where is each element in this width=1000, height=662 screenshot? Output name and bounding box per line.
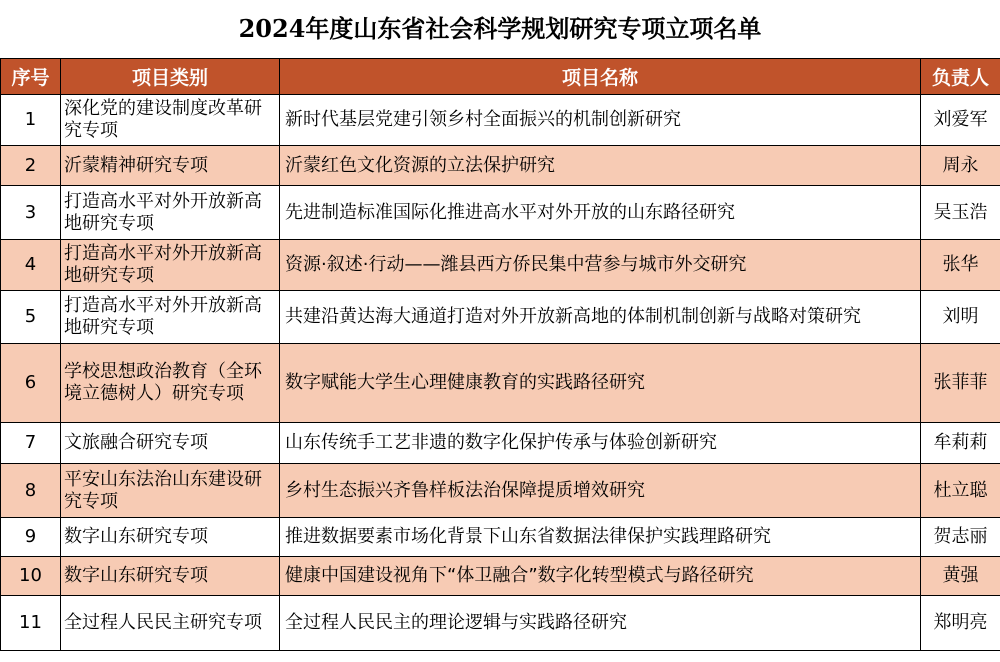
row-project-name: 沂蒙红色文化资源的立法保护研究	[280, 146, 921, 186]
row-number: 5	[1, 291, 61, 344]
row-category: 打造高水平对外开放新高地研究专项	[61, 240, 280, 291]
row-project-name: 推进数据要素市场化背景下山东省数据法律保护实践理路研究	[280, 518, 921, 557]
row-person: 黄强	[921, 557, 1000, 596]
row-category: 文旅融合研究专项	[61, 423, 280, 464]
row-person: 周永	[921, 146, 1000, 186]
row-number: 2	[1, 146, 61, 186]
row-project-name: 资源·叙述·行动——潍县西方侨民集中营参与城市外交研究	[280, 240, 921, 291]
row-category: 学校思想政治教育（全环境立德树人）研究专项	[61, 344, 280, 423]
row-project-name: 山东传统手工艺非遗的数字化保护传承与体验创新研究	[280, 423, 921, 464]
row-category: 打造高水平对外开放新高地研究专项	[61, 186, 280, 240]
row-category: 全过程人民民主研究专项	[61, 596, 280, 651]
header-category: 项目类别	[61, 59, 280, 95]
table-row	[1, 423, 1000, 464]
table-row	[1, 344, 1000, 423]
row-project-name: 乡村生态振兴齐鲁样板法治保障提质增效研究	[280, 464, 921, 518]
row-category: 平安山东法治山东建设研究专项	[61, 464, 280, 518]
row-number: 3	[1, 186, 61, 240]
row-project-name: 数字赋能大学生心理健康教育的实践路径研究	[280, 344, 921, 423]
row-number: 11	[1, 596, 61, 651]
table-row	[1, 518, 1000, 557]
table-row	[1, 557, 1000, 596]
row-person: 牟莉莉	[921, 423, 1000, 464]
table-row	[1, 464, 1000, 518]
row-person: 张华	[921, 240, 1000, 291]
row-person: 郑明亮	[921, 596, 1000, 651]
row-person: 贺志丽	[921, 518, 1000, 557]
table-row	[1, 240, 1000, 291]
row-number: 6	[1, 344, 61, 423]
header-row	[1, 59, 1000, 95]
row-category: 数字山东研究专项	[61, 557, 280, 596]
row-person: 刘明	[921, 291, 1000, 344]
row-category: 打造高水平对外开放新高地研究专项	[61, 291, 280, 344]
table-row	[1, 596, 1000, 651]
header-number: 序号	[1, 59, 61, 95]
project-table	[0, 58, 1000, 651]
row-number: 1	[1, 95, 61, 146]
row-number: 4	[1, 240, 61, 291]
table-row	[1, 291, 1000, 344]
header-project-name: 项目名称	[280, 59, 921, 95]
table-row	[1, 186, 1000, 240]
row-project-name: 共建沿黄达海大通道打造对外开放新高地的体制机制创新与战略对策研究	[280, 291, 921, 344]
row-project-name: 全过程人民民主的理论逻辑与实践路径研究	[280, 596, 921, 651]
row-person: 刘爱军	[921, 95, 1000, 146]
row-category: 数字山东研究专项	[61, 518, 280, 557]
row-number: 10	[1, 557, 61, 596]
row-project-name: 健康中国建设视角下“体卫融合”数字化转型模式与路径研究	[280, 557, 921, 596]
row-person: 张菲菲	[921, 344, 1000, 423]
row-category: 沂蒙精神研究专项	[61, 146, 280, 186]
page-title: 2024年度山东省社会科学规划研究专项立项名单	[238, 14, 762, 43]
table-row	[1, 95, 1000, 146]
row-project-name: 先进制造标准国际化推进高水平对外开放的山东路径研究	[280, 186, 921, 240]
header-person: 负责人	[921, 59, 1000, 95]
row-person: 吴玉浩	[921, 186, 1000, 240]
row-project-name: 新时代基层党建引领乡村全面振兴的机制创新研究	[280, 95, 921, 146]
row-category: 深化党的建设制度改革研究专项	[61, 95, 280, 146]
row-number: 7	[1, 423, 61, 464]
row-number: 9	[1, 518, 61, 557]
table-row	[1, 146, 1000, 186]
row-person: 杜立聪	[921, 464, 1000, 518]
row-number: 8	[1, 464, 61, 518]
